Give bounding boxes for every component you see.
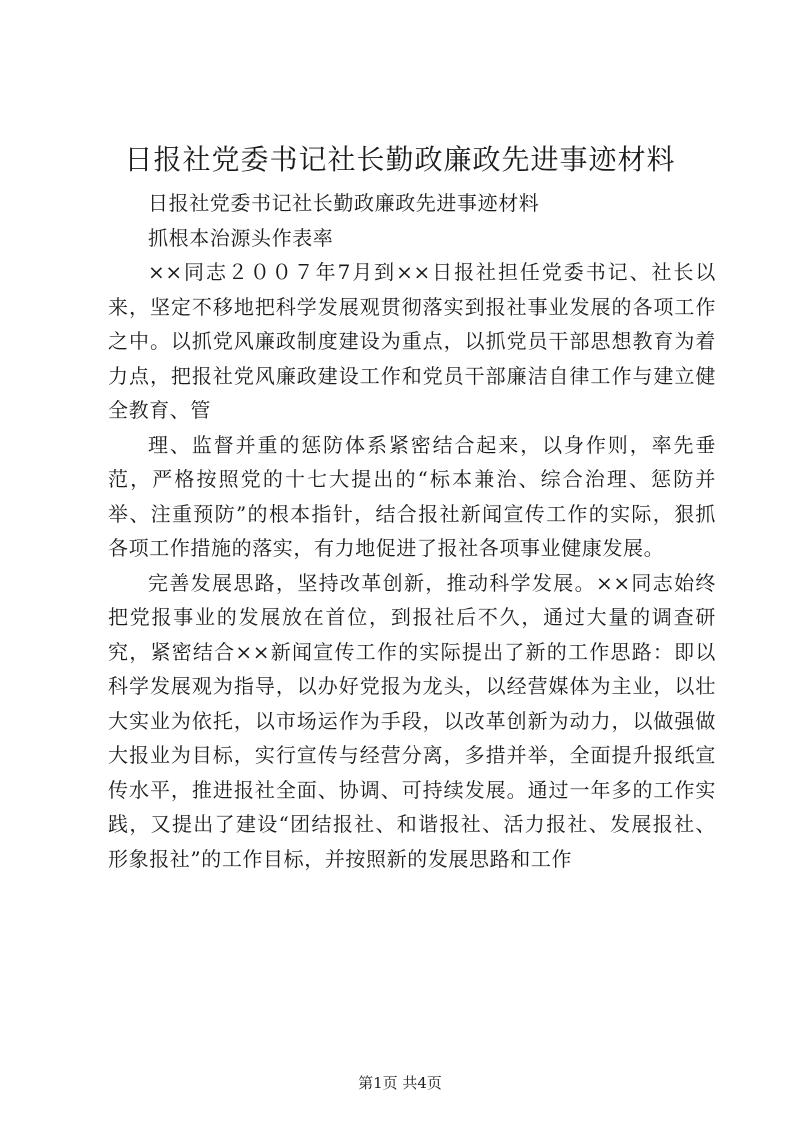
section-heading-paragraph: 抓根本治源头作表率 — [148, 225, 334, 250]
document-title: 日报社党委书记社长勤政廉政先进事迹材料 — [124, 143, 676, 176]
body-paragraph: 完善发展思路，坚持改革创新，推动科学发展。××同志始终把党报事业的发展放在首位，到报社后不久，通过大量的调查研究，紧密结合××新闻宣传工作的实际提出了新的工作思路：即以科学发展观为指导，以办好党报为龙头，以经营媒体为主业，以壮大实业为依托，以市场运作为手段，以改革创新为动力，以做强做大报业为目标，实行宣传与经营分离，多措并举，全面提升报纸宣传水平，推进报社全面、协调、可持续发展。通过一年多的工作实践，又提出了建设“团结报社、和谐报社、活力报社、发展报社、形象报社”的工作目标，并按照新的发展思路和工作 — [108, 570, 716, 871]
subtitle-paragraph: 日报社党委书记社长勤政廉政先进事迹材料 — [148, 191, 540, 215]
page-footer: 第1页 共4页 — [358, 1074, 442, 1092]
body-paragraph: 理、监督并重的惩防体系紧密结合起来，以身作则，率先垂范，严格按照党的十七大提出的“标本兼治、综合治理、惩防并举、注重预防”的根本指针，结合报社新闻宣传工作的实际，狠抓各项工作措施的落实，有力地促进了报社各项事业健康发展。 — [108, 432, 716, 560]
body-paragraph: ××同志２００７年7月到××日报社担任党委书记、社长以来，坚定不移地把科学发展观贯彻落实到报社事业发展的各项工作之中。以抓党风廉政制度建设为重点，以抓党员干部思想教育为着力点，把报社党风廉政建设工作和党员干部廉洁自律工作与建立健全教育、管 — [108, 260, 716, 422]
document-body — [108, 186, 716, 876]
